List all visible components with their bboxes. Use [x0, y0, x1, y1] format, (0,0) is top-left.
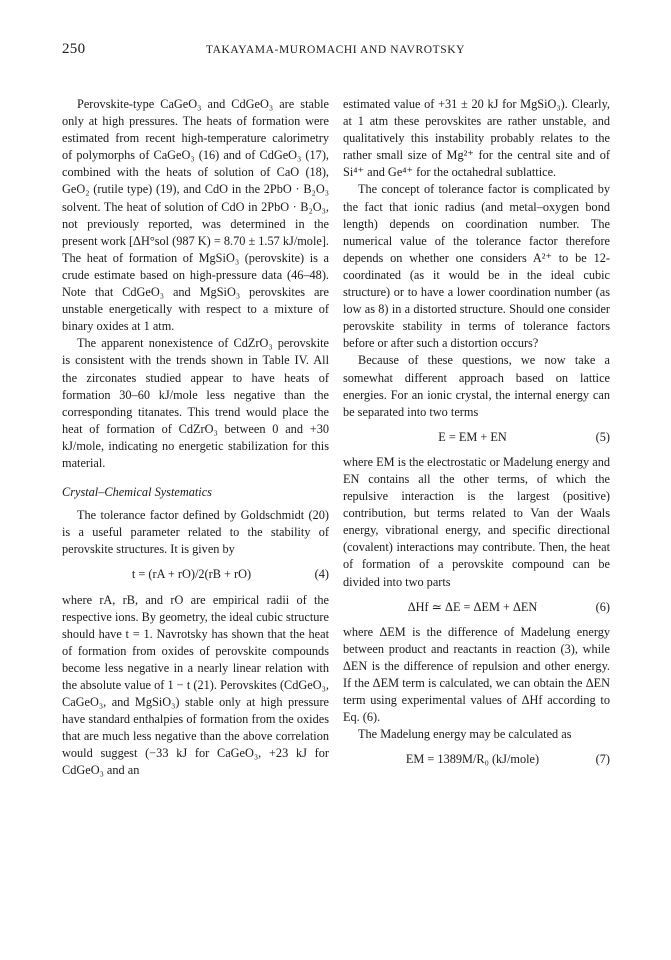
- paragraph: estimated value of +31 ± 20 kJ for MgSiO₃). Clearly, at 1 atm these perovskites are rather unstable, and qualitatively this instability probably relates to the rather small size of Mg²⁺ for the central site and of Si⁴⁺ and Ge⁴⁺ for the octahedral sublattice.: [343, 97, 610, 180]
- paragraph: The Madelung energy may be calculated as: [358, 727, 572, 742]
- equation-4: [62, 566, 329, 583]
- paragraph: where ΔEM is the difference of Madelung energy between product and reactants in reaction (3), while ΔEN is the difference of repulsion and other energy. If the ΔEM term is calculated, we can obtain the ΔEN term using experimental values of ΔHf according to Eq. (6).: [343, 624, 610, 725]
- section-heading: Crystal–Chemical Systematics: [62, 485, 212, 500]
- paragraph: where EM is the electrostatic or Madelung energy and EN contains all the other terms, of which the repulsive interaction is the largest (positive) contribution, but terms related to Van der Waals energy, vibrational energy, and specific directional (covalent) interactions may contribute. Then, the heat of formation of a perovskite compound can be divided into two parts: [343, 454, 610, 589]
- equation-number: (5): [595, 429, 610, 444]
- paragraph: The concept of tolerance factor is complicated by the fact that ionic radius (and metal–oxygen bond length) depends on coordination number. The numerical value of the tolerance factor therefore depends on whether one considers A²⁺ to be 12-coordinated (as it would be in the ideal cubic structure) or to have a lower coordination number (as low as 8) in a distorted structure. Should one consider perovskite stability in terms of tolerance factors before or after such a distortion occurs?: [343, 182, 610, 351]
- right-column: [343, 96, 610, 776]
- equation-expression: ΔHf ≃ ΔE = ΔEM + ΔEN: [407, 599, 538, 614]
- page-number: 250: [62, 41, 86, 57]
- left-column: [62, 96, 329, 780]
- equation-number: (6): [595, 599, 610, 614]
- paragraph: The tolerance factor defined by Goldschmidt (20) is a useful parameter related to the stability of perovskite structures. It is given by: [62, 508, 329, 557]
- equation-number: (4): [314, 567, 329, 582]
- equation-6: [343, 599, 610, 616]
- equation-number: (7): [595, 752, 610, 767]
- paragraph: The apparent nonexistence of CdZrO₃ perovskite is consistent with the trends shown in Table IV. All the zirconates studied appear to have heats of formation 30–60 kJ/mole less negative than the corresponding titanates. This trend would place the heat of formation of CdZrO₃ between 0 and +30 kJ/mole, indicating no energetic stabilization for this material.: [62, 336, 329, 470]
- running-head: TAKAYAMA-MUROMACHI AND NAVROTSKY: [205, 44, 466, 56]
- equation-expression: t = (rA + rO)/2(rB + rO): [131, 567, 252, 582]
- paragraph: where rA, rB, and rO are empirical radii of the respective ions. By geometry, the ideal cubic structure should have t = 1. Navrotsky has shown that the heat of formation from oxides of perovskite compounds become less negative in a nearly linear relation with the absolute value of 1 − t (21). Perovskites (CdGeO₃, CaGeO₃, and MgSiO₃) stable only at high pressure have standard enthalpies of formation from the oxides that are much less negative than the above correlation would suggest (−33 kJ for CaGeO₃, +23 kJ for CdGeO₃ and an: [62, 592, 329, 778]
- equation-7: [343, 751, 610, 768]
- paragraph: Because of these questions, we now take a somewhat different approach based on lattice energies. For an ionic crystal, the internal energy can be separated into two terms: [343, 353, 610, 419]
- equation-5: [343, 429, 610, 446]
- paragraph: Perovskite-type CaGeO₃ and CdGeO₃ are stable only at high pressures. The heats of formation were estimated from recent high-temperature calorimetry of polymorphs of CaGeO₃ (16) and of CdGeO₃ (17), combined with the heats of solution of CaO (18), GeO₂ (rutile type) (19), and CdO in the 2PbO · B₂O₃ solvent. The heat of solution of CdO in 2PbO · B₂O₃, not previously reported, was determined in the present work [ΔH°sol (987 K) = 8.70 ± 1.57 kJ/mole]. The heat of formation of MgSiO₃ (perovskite) is a crude estimate based on high-pressure data (46–48). Note that CdGeO₃ and MgSiO₃ perovskites are unstable energetically with respect to a mixture of binary oxides at 1 atm.: [62, 97, 329, 334]
- equation-expression: EM = 1389M/R₀ (kJ/mole): [405, 752, 540, 767]
- equation-expression: E = EM + EN: [438, 429, 507, 444]
